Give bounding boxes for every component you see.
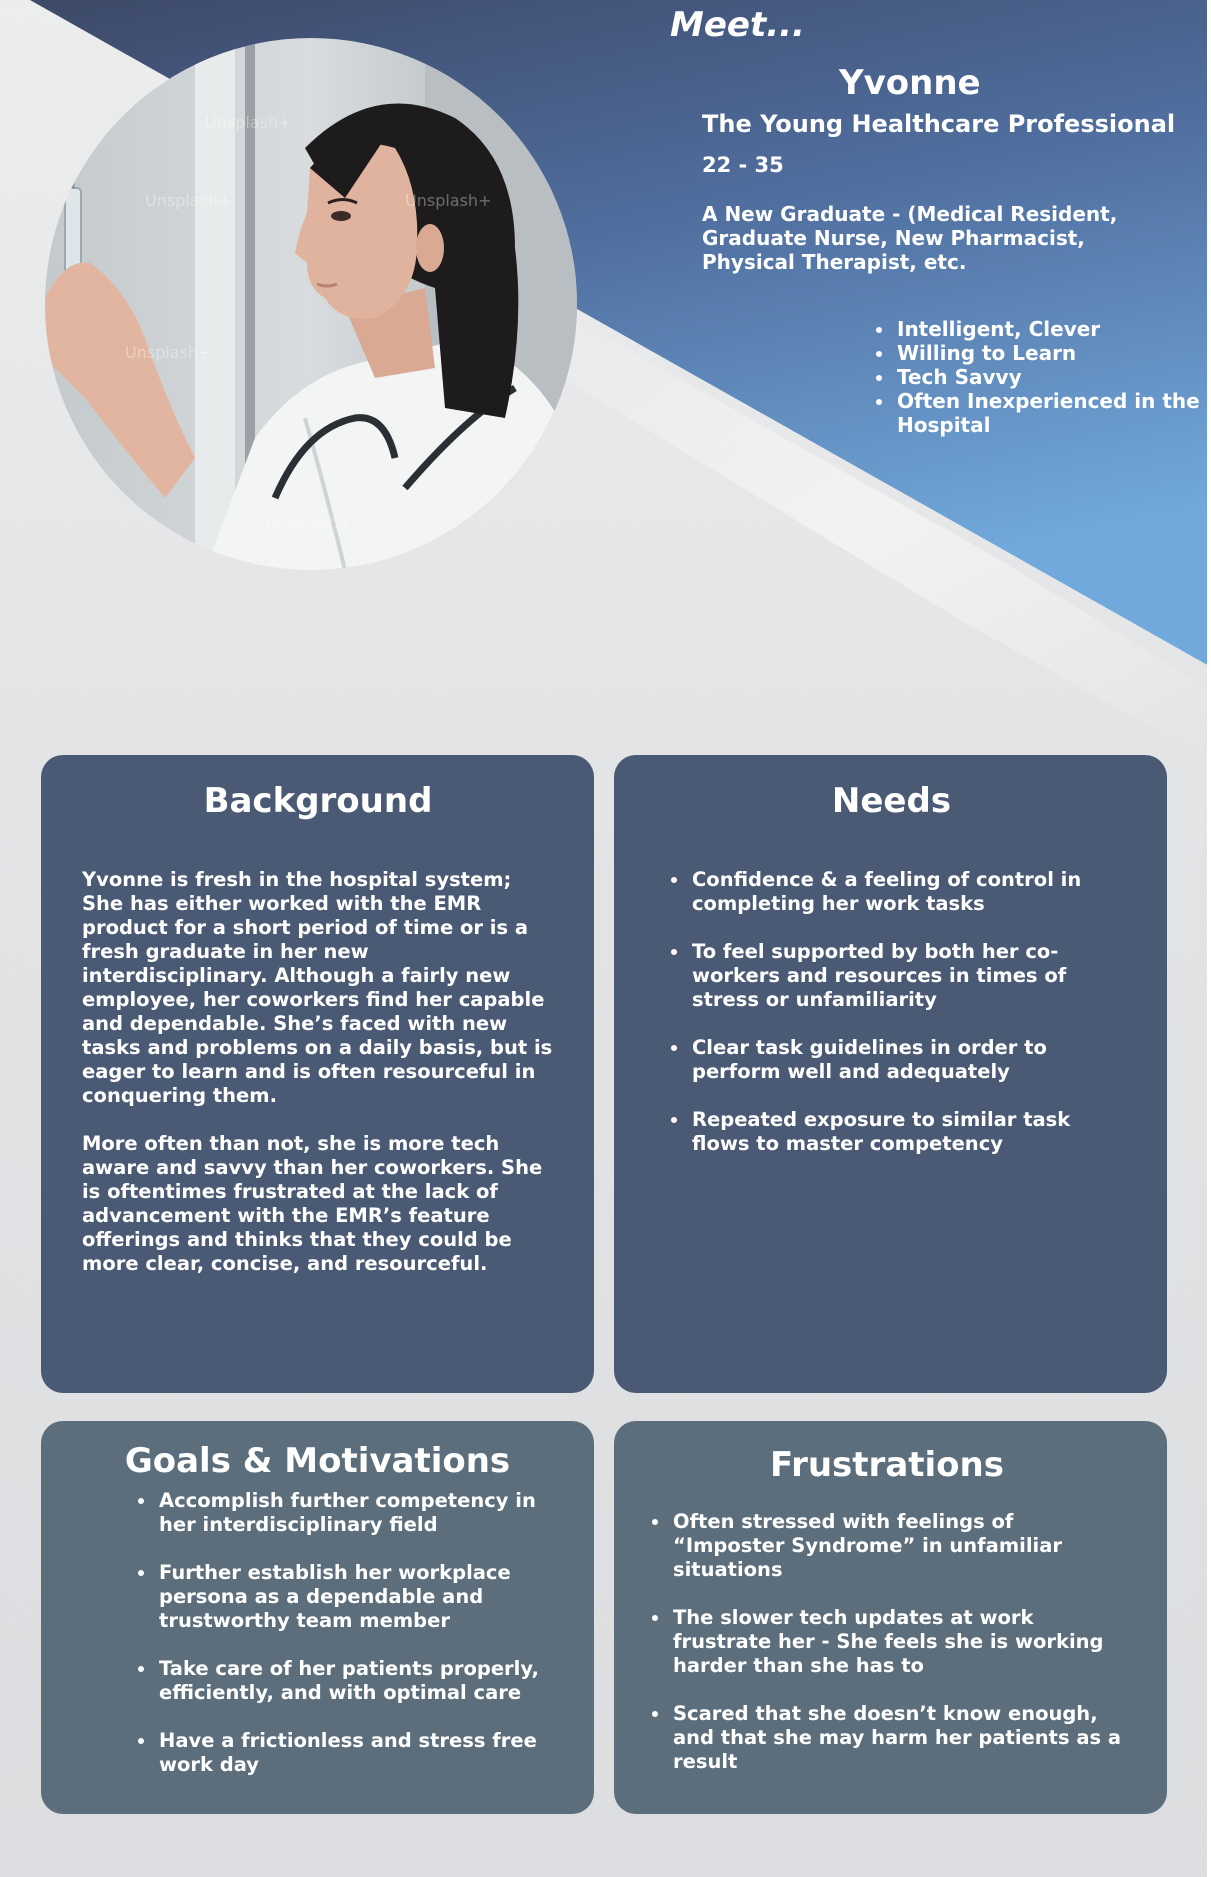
trait-item: • Tech Savvy: [895, 365, 1211, 389]
frustrations-item: • Scared that she doesn’t know enough, and that she may harm her patients as a result: [671, 1702, 1127, 1774]
goals-card-title: Goals & Motivations: [124, 1441, 511, 1481]
needs-item: • Clear task guidelines in order to perform well and adequately: [690, 1036, 1117, 1084]
needs-item: • Confidence & a feeling of control in completing her work tasks: [690, 868, 1117, 916]
svg-text:Unsplash+: Unsplash+: [405, 191, 492, 210]
trait-item: • Willing to Learn: [895, 341, 1211, 365]
frustrations-item: • Often stressed with feelings of “Imposter Syndrome” in unfamiliar situations: [671, 1510, 1127, 1582]
frustrations-card: [614, 1421, 1167, 1814]
goals-item: • Further establish her workplace persona as a dependable and trustworthy team member: [157, 1561, 554, 1633]
needs-item: • To feel supported by both her co-workers and resources in times of stress or unfamiliarity: [690, 940, 1117, 1012]
frustrations-item: • The slower tech updates at work frustrate her - She feels she is working harder than she has to: [671, 1606, 1127, 1678]
goals-item: • Accomplish further competency in her interdisciplinary field: [157, 1489, 554, 1537]
needs-card: [614, 755, 1167, 1393]
svg-text:Unsplash+: Unsplash+: [125, 343, 212, 362]
goals-item: • Have a frictionless and stress free work day: [157, 1729, 554, 1777]
goals-card: [41, 1421, 594, 1814]
trait-item: • Intelligent, Clever: [895, 317, 1211, 341]
background-card-title: Background: [203, 781, 433, 821]
svg-text:Unsplash+: Unsplash+: [265, 513, 352, 532]
needs-item: • Repeated exposure to similar task flows to master competency: [690, 1108, 1117, 1156]
frustrations-list: [647, 1510, 1127, 1774]
goals-item: • Take care of her patients properly, efficiently, and with optimal care: [157, 1657, 554, 1705]
persona-name: Yvonne: [839, 63, 981, 103]
background-card: [41, 755, 594, 1393]
meet-heading: Meet...: [670, 5, 805, 45]
svg-text:Unsplash+: Unsplash+: [145, 191, 232, 210]
persona-subtitle: The Young Healthcare Professional: [702, 110, 1176, 138]
persona-age-range: 22 - 35: [702, 153, 784, 177]
page-edge: [1207, 0, 1211, 1877]
goals-list: [133, 1489, 554, 1777]
needs-card-title: Needs: [831, 781, 952, 821]
svg-text:Unsplash+: Unsplash+: [205, 113, 292, 132]
frustrations-card-title: Frustrations: [770, 1445, 1004, 1485]
trait-item: • Often Inexperienced in the Hospital: [895, 389, 1211, 437]
persona-traits-list: [873, 317, 1211, 437]
persona-description: A New Graduate - (Medical Resident, Graduate Nurse, New Pharmacist, Physical Therapist, etc.: [702, 202, 1118, 274]
background-paragraph: Yvonne is fresh in the hospital system; She has either worked with the EMR product for a short period of time or is a fresh graduate in her new interdisciplinary. Although a fairly new employee, her coworkers find her capable and dependable. She’s faced with new tasks and problems on a daily basis, but is eager to learn and is often resourceful in conquering them.: [82, 868, 553, 1107]
persona-photo: [45, 38, 577, 570]
background-paragraph: More often than not, she is more tech aware and savvy than her coworkers. She is oftentimes frustrated at the lack of advancement with the EMR’s feature offerings and thinks that they could be more clear, concise, and resourceful.: [82, 1132, 543, 1275]
needs-list: [666, 868, 1117, 1156]
